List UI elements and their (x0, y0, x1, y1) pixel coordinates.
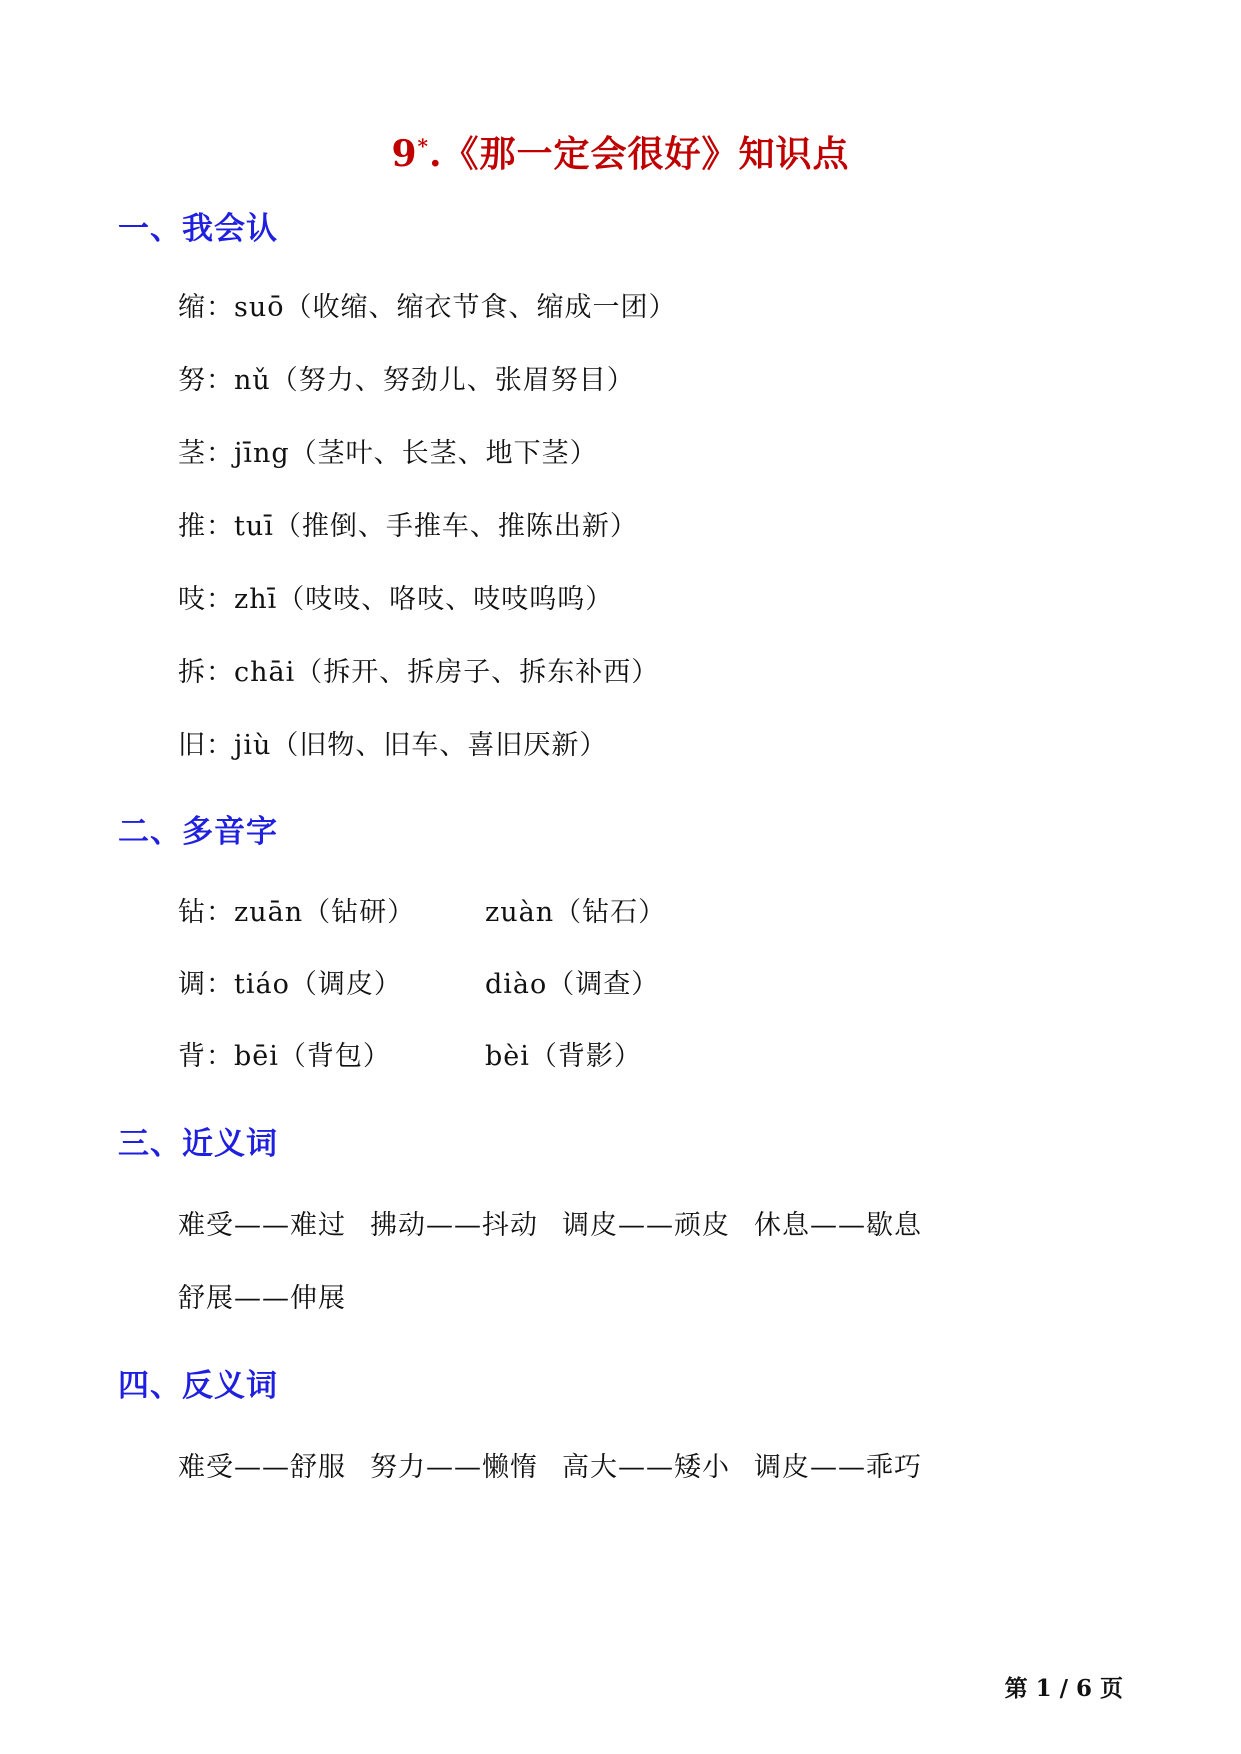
page-title (0, 126, 1241, 177)
title-star: * (417, 134, 429, 158)
char-item: 旧：jiù（旧物、旧车、喜旧厌新） (178, 730, 608, 761)
polyphone-left: 背：bēi（背包） (178, 1041, 391, 1072)
antonym-pair: 高大——矮小 (562, 1452, 730, 1483)
polyphone-left: 调：tiáo（调皮） (178, 969, 402, 1000)
page-number: 第 1 / 6 页 (1004, 1675, 1123, 1702)
char-item: 推：tuī（推倒、手推车、推陈出新） (178, 511, 638, 542)
synonym-pair: 休息——歇息 (754, 1210, 922, 1241)
antonym-pair: 调皮——乖巧 (754, 1452, 922, 1483)
section-heading-recognize: 一、我会认 (118, 211, 278, 247)
polyphone-right: bèi（背影） (485, 1041, 642, 1072)
char-item: 吱：zhī（吱吱、咯吱、吱吱呜呜） (178, 584, 614, 615)
antonym-line (178, 1445, 946, 1484)
section-heading-synonyms: 三、近义词 (118, 1126, 278, 1162)
title-text: .《那一定会很好》知识点 (428, 133, 850, 175)
synonym-pair: 调皮——顽皮 (562, 1210, 730, 1241)
title-number: 9 (391, 133, 418, 175)
polyphone-right: zuàn（钻石） (485, 897, 667, 928)
char-item: 茎：jīng（茎叶、长茎、地下茎） (178, 438, 598, 469)
char-item: 拆：chāi（拆开、拆房子、拆东补西） (178, 657, 660, 688)
synonym-line (178, 1276, 370, 1315)
section-heading-polyphone: 二、多音字 (118, 814, 278, 850)
synonym-pair: 难受——难过 (178, 1210, 346, 1241)
antonym-pair: 努力——懒惰 (370, 1452, 538, 1483)
synonym-line (178, 1203, 946, 1242)
section-heading-antonyms: 四、反义词 (118, 1368, 278, 1404)
synonym-pair: 拂动——抖动 (370, 1210, 538, 1241)
antonym-pair: 难受——舒服 (178, 1452, 346, 1483)
polyphone-right: diào（调查） (485, 969, 660, 1000)
char-item: 缩：suō（收缩、缩衣节食、缩成一团） (178, 292, 677, 323)
char-item: 努：nǔ（努力、努劲儿、张眉努目） (178, 365, 635, 396)
polyphone-left: 钻：zuān（钻研） (178, 897, 416, 928)
synonym-pair: 舒展——伸展 (178, 1283, 346, 1314)
